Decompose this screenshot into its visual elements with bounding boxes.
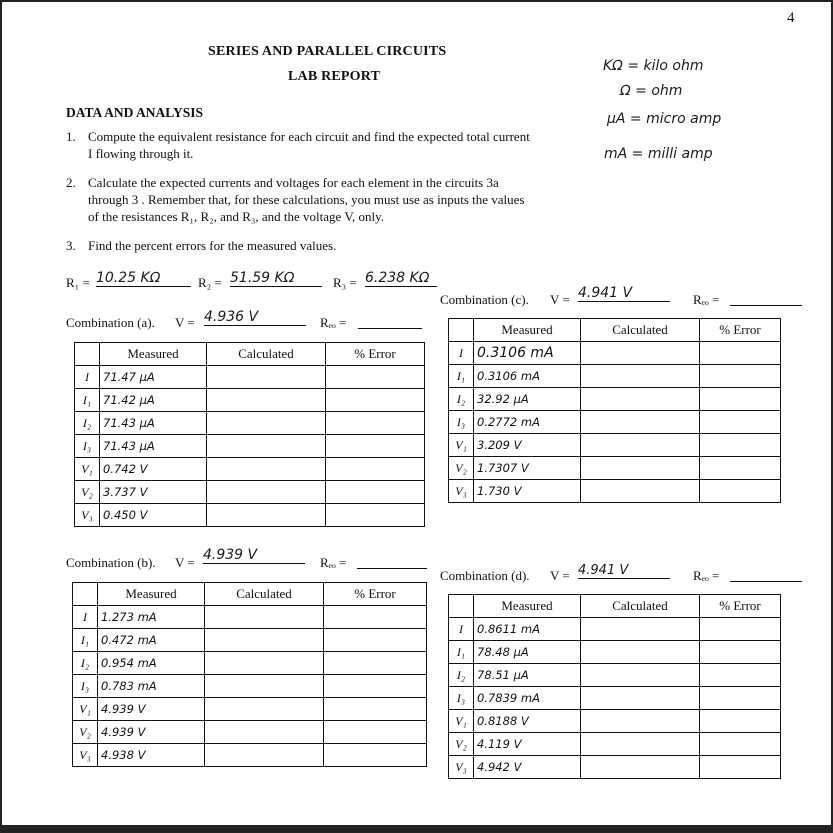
measured-value: 1.730 V — [474, 480, 581, 503]
row-label: I₁ — [449, 365, 474, 388]
combo-b-table — [72, 582, 427, 767]
row-label: I — [449, 342, 474, 365]
combo-d-v-label: V = — [550, 568, 570, 583]
table-row — [449, 342, 781, 365]
error-cell — [324, 698, 427, 721]
table-row — [449, 756, 781, 779]
calculated-cell — [581, 664, 700, 687]
row-label: V₂ — [75, 481, 100, 504]
table-row — [449, 411, 781, 434]
table-row — [449, 664, 781, 687]
calculated-cell — [581, 388, 700, 411]
combo-c-v-label: V = — [550, 292, 570, 307]
error-cell — [700, 756, 781, 779]
table-row — [449, 480, 781, 503]
combo-a-v-label: V = — [175, 315, 195, 330]
r1-label: R₁ = — [66, 275, 90, 290]
error-cell — [324, 675, 427, 698]
row-label: V₃ — [449, 756, 474, 779]
calculated-cell — [581, 641, 700, 664]
measured-value: 78.48 μA — [474, 641, 581, 664]
row-label: V₁ — [449, 710, 474, 733]
r2-value: 51.59 KΩ — [230, 270, 322, 287]
measured-value: 4.942 V — [474, 756, 581, 779]
calculated-cell — [207, 458, 326, 481]
combo-b-corner — [73, 583, 98, 606]
calculated-cell — [207, 366, 326, 389]
row-label: I₁ — [449, 641, 474, 664]
measured-value: 0.450 V — [100, 504, 207, 527]
error-cell — [700, 365, 781, 388]
table-row — [449, 365, 781, 388]
calculated-cell — [581, 342, 700, 365]
combo-c-corner — [449, 319, 474, 342]
measured-value: 3.737 V — [100, 481, 207, 504]
error-cell — [326, 481, 425, 504]
error-cell — [324, 744, 427, 767]
combo-d-measured-header: Measured — [474, 595, 581, 618]
table-row — [75, 504, 425, 527]
combo-a-table — [74, 342, 425, 527]
measured-value: 1.273 mA — [98, 606, 205, 629]
error-cell — [324, 606, 427, 629]
row-label: I₂ — [73, 652, 98, 675]
error-cell — [326, 504, 425, 527]
combo-c-error-header: % Error — [700, 319, 781, 342]
error-cell — [700, 434, 781, 457]
calculated-cell — [205, 698, 324, 721]
calculated-cell — [207, 389, 326, 412]
error-cell — [700, 388, 781, 411]
combo-a-label: Combination (a). — [66, 315, 155, 330]
r3-value: 6.238 KΩ — [365, 270, 437, 287]
measured-value: 1.7307 V — [474, 457, 581, 480]
calculated-cell — [581, 756, 700, 779]
row-label: V₃ — [449, 480, 474, 503]
table-row — [73, 675, 427, 698]
measured-value: 32.92 μA — [474, 388, 581, 411]
measured-value: 4.119 V — [474, 733, 581, 756]
row-label: I₃ — [449, 687, 474, 710]
row-label: V₃ — [73, 744, 98, 767]
combo-b-req-field — [357, 554, 427, 569]
combo-d-voltage: 4.941 V — [578, 563, 670, 579]
combo-a-error-header: % Error — [326, 343, 425, 366]
error-cell — [326, 412, 425, 435]
combo-d-req-field — [730, 567, 802, 582]
error-cell — [326, 458, 425, 481]
table-row — [449, 710, 781, 733]
calculated-cell — [207, 412, 326, 435]
measured-value: 0.783 mA — [98, 675, 205, 698]
measured-value: 71.43 μA — [100, 412, 207, 435]
note-microamp: μA = micro amp — [607, 111, 722, 127]
calculated-cell — [581, 618, 700, 641]
instruction-2-line1: Calculate the expected currents and voltages for each element in the circuits 3a — [88, 175, 499, 190]
combo-c-req-label: Rₑₒ = — [693, 292, 720, 307]
table-row — [73, 721, 427, 744]
calculated-cell — [581, 365, 700, 388]
error-cell — [700, 733, 781, 756]
error-cell — [700, 342, 781, 365]
row-label: I₁ — [73, 629, 98, 652]
combo-a-calculated-header: Calculated — [207, 343, 326, 366]
page-number: 4 — [787, 10, 795, 26]
row-label: I — [449, 618, 474, 641]
table-row — [73, 629, 427, 652]
calculated-cell — [581, 411, 700, 434]
calculated-cell — [205, 606, 324, 629]
table-row — [449, 457, 781, 480]
row-label: I₃ — [73, 675, 98, 698]
calculated-cell — [205, 629, 324, 652]
table-row — [449, 733, 781, 756]
row-label: I₂ — [449, 388, 474, 411]
combo-c-calculated-header: Calculated — [581, 319, 700, 342]
calculated-cell — [207, 435, 326, 458]
measured-value: 71.47 μA — [100, 366, 207, 389]
combo-c-voltage: 4.941 V — [578, 285, 670, 302]
row-label: V₁ — [449, 434, 474, 457]
measured-value: 0.3106 mA — [474, 342, 581, 365]
instruction-3-line1: Find the percent errors for the measured values. — [88, 238, 337, 253]
table-row — [75, 412, 425, 435]
combo-b-req-label: Rₑₒ = — [320, 555, 347, 570]
table-row — [73, 698, 427, 721]
r2-label: R₂ = — [198, 275, 222, 290]
combo-c-measured-header: Measured — [474, 319, 581, 342]
table-row — [449, 434, 781, 457]
combo-d-req-label: Rₑₒ = — [693, 568, 720, 583]
row-label: I₂ — [449, 664, 474, 687]
row-label: I₃ — [449, 411, 474, 434]
row-label: V₂ — [449, 733, 474, 756]
report-title: SERIES AND PARALLEL CIRCUITS — [208, 44, 447, 59]
error-cell — [324, 629, 427, 652]
instruction-1-line2: I flowing through it. — [88, 146, 194, 161]
table-row — [449, 618, 781, 641]
instruction-2-line3: of the resistances R₁, R₂, and R₃, and the voltage V, only. — [88, 209, 385, 224]
row-label: I₂ — [75, 412, 100, 435]
measured-value: 3.209 V — [474, 434, 581, 457]
combo-c-table — [448, 318, 781, 503]
note-kiloohm: KΩ = kilo ohm — [603, 58, 704, 74]
note-ohm: Ω = ohm — [620, 83, 683, 99]
measured-value: 4.939 V — [98, 721, 205, 744]
combo-a-req-field — [358, 314, 422, 329]
row-label: I₁ — [75, 389, 100, 412]
report-subtitle: LAB REPORT — [288, 69, 381, 84]
error-cell — [324, 721, 427, 744]
table-row — [75, 435, 425, 458]
combo-d-table — [448, 594, 781, 779]
combo-b-error-header: % Error — [324, 583, 427, 606]
table-row — [75, 389, 425, 412]
combo-b-voltage: 4.939 V — [203, 547, 305, 564]
error-cell — [700, 411, 781, 434]
error-cell — [700, 687, 781, 710]
row-label: I — [73, 606, 98, 629]
r3-label: R₃ = — [333, 275, 357, 290]
note-milliamp: mA = milli amp — [604, 146, 713, 162]
calculated-cell — [205, 744, 324, 767]
row-label: V₁ — [73, 698, 98, 721]
error-cell — [700, 710, 781, 733]
instruction-2-line2: through 3 . Remember that, for these calculations, you must use as inputs the values — [88, 192, 525, 207]
measured-value: 0.8188 V — [474, 710, 581, 733]
instruction-2-num: 2. — [66, 175, 76, 190]
calculated-cell — [581, 457, 700, 480]
row-label: I — [75, 366, 100, 389]
combo-d-calculated-header: Calculated — [581, 595, 700, 618]
error-cell — [326, 435, 425, 458]
combo-d-error-header: % Error — [700, 595, 781, 618]
table-row — [449, 388, 781, 411]
measured-value: 0.3106 mA — [474, 365, 581, 388]
combo-b-measured-header: Measured — [98, 583, 205, 606]
combo-b-calculated-header: Calculated — [205, 583, 324, 606]
combo-b-v-label: V = — [175, 555, 195, 570]
row-label: I₃ — [75, 435, 100, 458]
measured-value: 0.472 mA — [98, 629, 205, 652]
calculated-cell — [205, 675, 324, 698]
table-row — [73, 744, 427, 767]
calculated-cell — [207, 504, 326, 527]
combo-a-voltage: 4.936 V — [204, 309, 306, 326]
measured-value: 0.954 mA — [98, 652, 205, 675]
error-cell — [326, 389, 425, 412]
calculated-cell — [581, 434, 700, 457]
row-label: V₂ — [73, 721, 98, 744]
measured-value: 4.939 V — [98, 698, 205, 721]
error-cell — [700, 664, 781, 687]
section-title: DATA AND ANALYSIS — [66, 105, 204, 120]
combo-d-label: Combination (d). — [440, 568, 530, 583]
calculated-cell — [207, 481, 326, 504]
table-row — [75, 366, 425, 389]
row-label: V₃ — [75, 504, 100, 527]
error-cell — [700, 641, 781, 664]
error-cell — [700, 618, 781, 641]
measured-value: 78.51 μA — [474, 664, 581, 687]
calculated-cell — [581, 710, 700, 733]
measured-value: 0.7839 mA — [474, 687, 581, 710]
calculated-cell — [581, 733, 700, 756]
table-row — [75, 481, 425, 504]
row-label: V₁ — [75, 458, 100, 481]
instruction-1-num: 1. — [66, 129, 76, 144]
error-cell — [326, 366, 425, 389]
error-cell — [700, 480, 781, 503]
measured-value: 71.42 μA — [100, 389, 207, 412]
error-cell — [324, 652, 427, 675]
table-row — [75, 458, 425, 481]
combo-a-corner — [75, 343, 100, 366]
table-row — [449, 687, 781, 710]
combo-d-corner — [449, 595, 474, 618]
calculated-cell — [581, 687, 700, 710]
instruction-3-num: 3. — [66, 238, 76, 253]
calculated-cell — [205, 652, 324, 675]
combo-c-req-field — [730, 291, 802, 306]
measured-value: 4.938 V — [98, 744, 205, 767]
r1-value: 10.25 KΩ — [96, 270, 191, 287]
measured-value: 0.8611 mA — [474, 618, 581, 641]
combo-b-label: Combination (b). — [66, 555, 156, 570]
calculated-cell — [205, 721, 324, 744]
measured-value: 0.2772 mA — [474, 411, 581, 434]
combo-a-req-label: Rₑₒ = — [320, 315, 347, 330]
instruction-1-line1: Compute the equivalent resistance for each circuit and find the expected total current — [88, 129, 530, 144]
table-row — [73, 652, 427, 675]
calculated-cell — [581, 480, 700, 503]
combo-c-label: Combination (c). — [440, 292, 529, 307]
combo-a-measured-header: Measured — [100, 343, 207, 366]
measured-value: 0.742 V — [100, 458, 207, 481]
table-row — [449, 641, 781, 664]
measured-value: 71.43 μA — [100, 435, 207, 458]
table-row — [73, 606, 427, 629]
row-label: V₂ — [449, 457, 474, 480]
error-cell — [700, 457, 781, 480]
